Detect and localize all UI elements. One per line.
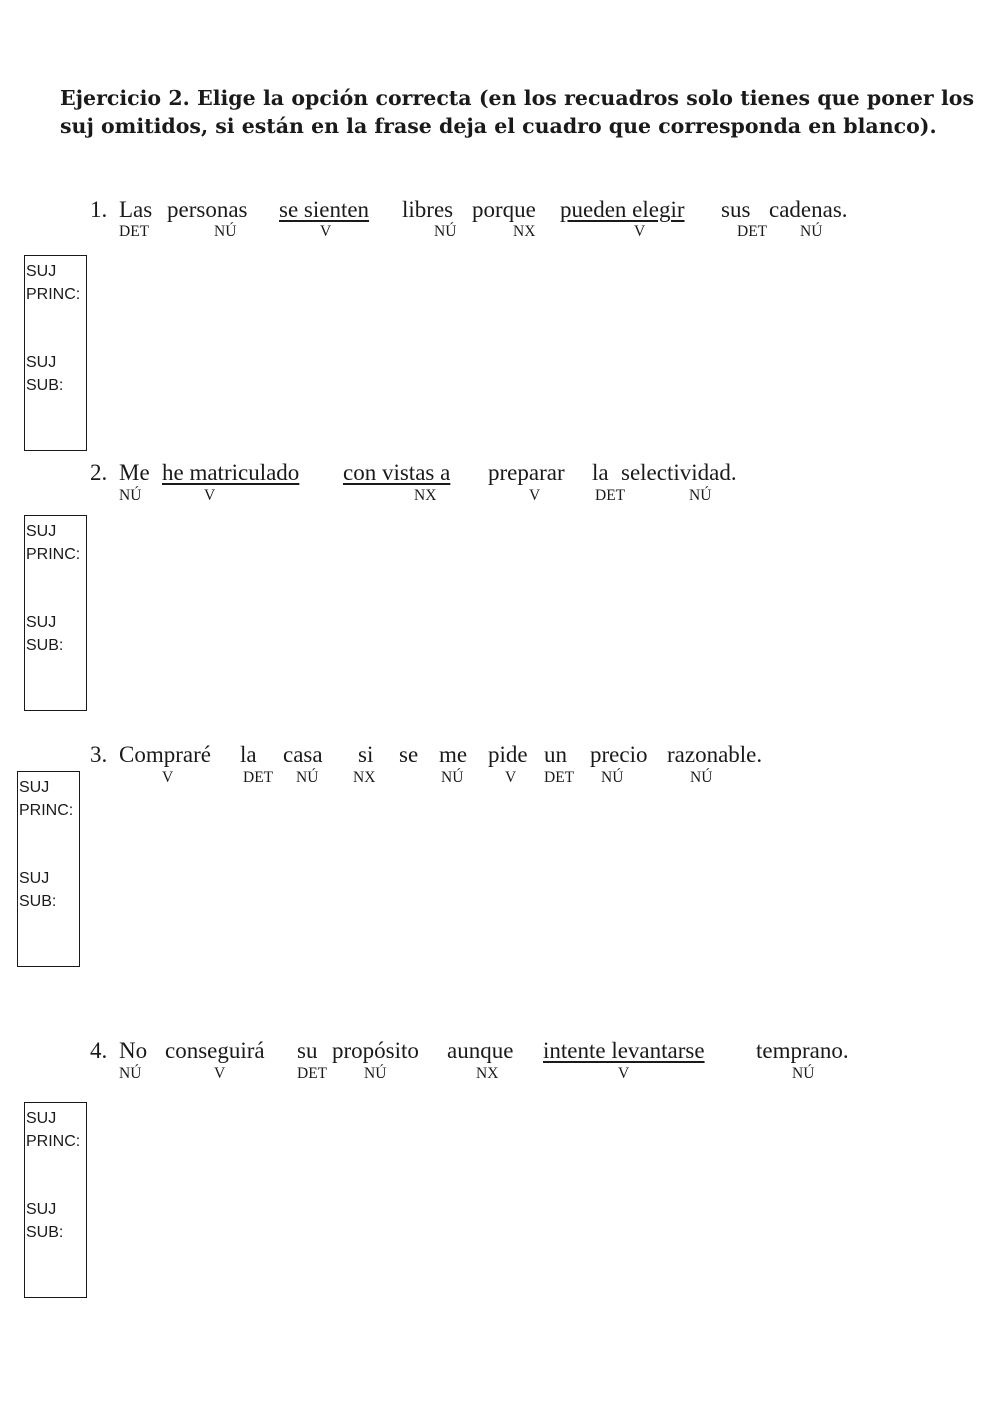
word: aunque <box>447 1038 514 1063</box>
grammar-tag: DET <box>119 223 150 240</box>
grammar-tag: NÚ <box>690 769 713 786</box>
word: Las <box>119 197 153 222</box>
grammar-tag: NÚ <box>689 487 712 504</box>
grammar-tag: V <box>320 223 332 240</box>
word: Compraré <box>119 742 211 767</box>
grammar-tag: NÚ <box>800 223 823 240</box>
grammar-tag: NÚ <box>601 769 624 786</box>
suj-princ-label: SUJ PRINC: <box>26 1110 81 1150</box>
grammar-tag: NÚ <box>364 1065 387 1082</box>
word: selectividad. <box>621 460 737 485</box>
exercise-number: 2. <box>90 460 108 485</box>
word: preparar <box>488 460 565 485</box>
subject-box-1[interactable] <box>24 255 87 451</box>
grammar-tag: V <box>634 223 646 240</box>
grammar-tag: DET <box>297 1065 328 1082</box>
grammar-tag: NÚ <box>214 223 237 240</box>
word: un <box>544 742 567 767</box>
grammar-tag: NÚ <box>434 223 457 240</box>
word: propósito <box>332 1038 419 1063</box>
word: conseguirá <box>165 1038 265 1063</box>
suj-sub-label: SUJ SUB: <box>19 870 57 910</box>
grammar-tag: NÚ <box>119 1065 142 1082</box>
grammar-tag: V <box>162 769 174 786</box>
word: razonable. <box>667 742 763 767</box>
word: cadenas. <box>769 197 848 222</box>
underlined-verb: he matriculado <box>162 460 300 485</box>
word: me <box>439 742 468 767</box>
exercise-number: 1. <box>90 197 108 222</box>
grammar-tag: NÚ <box>441 769 464 786</box>
grammar-tag: NÚ <box>792 1065 815 1082</box>
word: su <box>297 1038 318 1063</box>
word: si <box>358 742 374 767</box>
exercise-number: 4. <box>90 1038 108 1063</box>
grammar-tag: NÚ <box>119 487 142 504</box>
grammar-tag: V <box>529 487 541 504</box>
word: Me <box>119 460 150 485</box>
suj-princ-label: SUJ PRINC: <box>26 523 81 563</box>
word: temprano. <box>756 1038 849 1063</box>
subject-box-4[interactable] <box>24 1102 87 1298</box>
suj-sub-label: SUJ SUB: <box>26 614 64 654</box>
word: porque <box>472 197 536 222</box>
grammar-tag: V <box>505 769 517 786</box>
grammar-tag: NX <box>414 487 437 504</box>
underlined-verb: se sienten <box>279 197 370 222</box>
underlined-verb: pueden elegir <box>560 197 685 222</box>
subject-box-3[interactable] <box>17 771 80 967</box>
grammar-tag: V <box>204 487 216 504</box>
suj-sub-label: SUJ SUB: <box>26 354 64 394</box>
grammar-tag: V <box>618 1065 630 1082</box>
word: precio <box>590 742 648 767</box>
grammar-tag: DET <box>595 487 626 504</box>
underlined-conjunction: con vistas a <box>343 460 451 485</box>
word: No <box>119 1038 148 1063</box>
word: casa <box>283 742 323 767</box>
subject-box-2[interactable] <box>24 515 87 711</box>
word: personas <box>167 197 248 222</box>
grammar-tag: NÚ <box>296 769 319 786</box>
suj-princ-label: SUJ PRINC: <box>26 263 81 303</box>
word: pide <box>488 742 528 767</box>
grammar-tag: V <box>214 1065 226 1082</box>
suj-sub-label: SUJ SUB: <box>26 1201 64 1241</box>
grammar-tag: DET <box>544 769 575 786</box>
exercise-number: 3. <box>90 742 108 767</box>
word: sus <box>721 197 751 222</box>
grammar-tag: DET <box>737 223 768 240</box>
grammar-tag: DET <box>243 769 274 786</box>
word: la <box>240 742 257 767</box>
grammar-tag: NX <box>353 769 376 786</box>
suj-princ-label: SUJ PRINC: <box>19 779 74 819</box>
word: la <box>592 460 609 485</box>
grammar-tag: NX <box>476 1065 499 1082</box>
grammar-tag: NX <box>513 223 536 240</box>
word: libres <box>402 197 454 222</box>
instructions: Ejercicio 2. Elige la opción correcta (en los recuadros solo tienes que poner los suj omitidos, si están en la frase deja el cuadro que corresponda en blanco). <box>60 86 974 138</box>
word: se <box>399 742 419 767</box>
underlined-verb: intente levantarse <box>543 1038 705 1063</box>
